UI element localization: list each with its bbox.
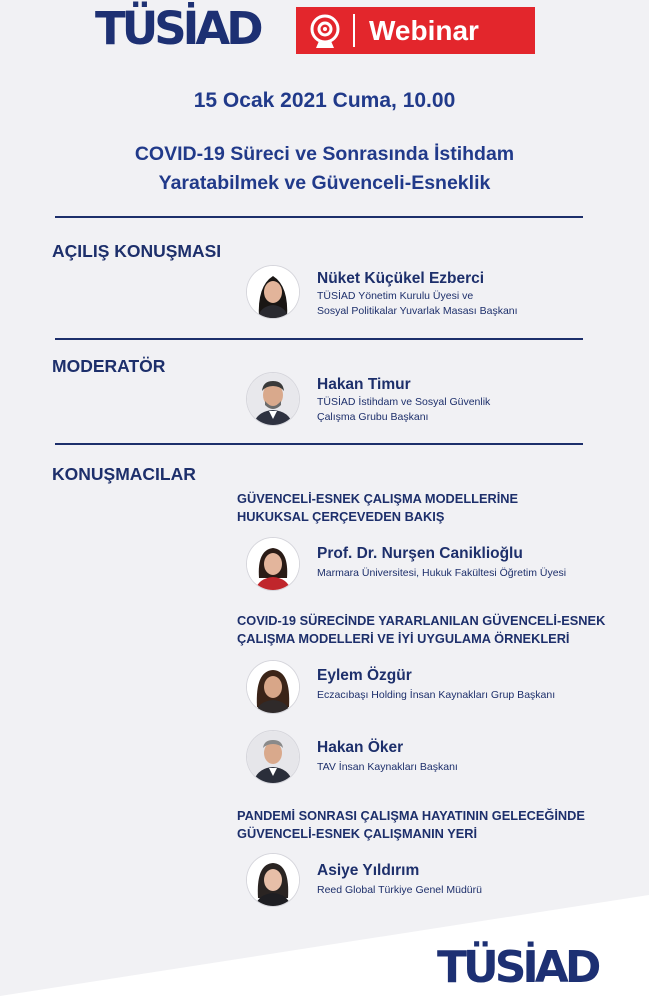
section-heading-opening: AÇILIŞ KONUŞMASI [52,241,222,261]
person-photo-icon [247,266,299,318]
person-name: Hakan Öker [317,739,404,756]
topic-line2: HUKUKSAL ÇERÇEVEDEN BAKIŞ [237,509,445,524]
topic-heading [237,490,518,526]
avatar [247,661,299,713]
webinar-label: Webinar [369,15,479,46]
person-role [317,289,518,319]
person-photo-icon [247,661,299,713]
tusiad-logo-footer: TÜSİAD [437,942,598,993]
event-title [0,140,649,198]
webinar-badge [296,7,535,54]
person-name: Nüket Küçükel Ezberci [317,270,485,287]
avatar [247,538,299,590]
event-title-line1: COVID-19 Süreci ve Sonrasında İstihdam [134,143,515,165]
person-name: Hakan Timur [317,376,411,393]
event-date: 15 Ocak 2021 Cuma, 10.00 [193,89,456,112]
avatar [247,373,299,425]
person-role-line1: TÜSİAD İstihdam ve Sosyal Güvenlik [317,396,491,408]
topic-line1: COVID-19 SÜRECİNDE YARARLANILAN GÜVENCELİ-ESNEK [237,613,606,628]
badge-divider [353,14,355,47]
topic-heading [237,612,605,648]
person-role: Reed Global Türkiye Genel Müdürü [317,884,482,896]
avatar [247,266,299,318]
topic-line2: GÜVENCELİ-ESNEK ÇALIŞMANIN YERİ [237,826,478,841]
person-role-line1: TÜSİAD Yönetim Kurulu Üyesi ve [317,290,474,302]
person-role [317,395,490,425]
event-title-line2: Yaratabilmek ve Güvenceli-Esneklik [158,172,491,194]
topic-line1: PANDEMİ SONRASI ÇALIŞMA HAYATININ GELECEĞİNDE [237,808,585,823]
section-heading-speakers: KONUŞMACILAR [52,464,196,484]
divider [55,443,583,445]
person-role: Marmara Üniversitesi, Hukuk Fakültesi Öğretim Üyesi [317,567,567,579]
divider [55,338,583,340]
person-name: Prof. Dr. Nurşen Caniklioğlu [317,545,523,562]
person-photo-icon [247,373,299,425]
divider [55,216,583,218]
person-role-line2: Çalışma Grubu Başkanı [317,411,429,423]
tusiad-logo: TÜSİAD [95,2,260,55]
person-role-line2: Sosyal Politikalar Yuvarlak Masası Başkanı [317,305,518,317]
person-role: Eczacıbaşı Holding İnsan Kaynakları Grup Başkanı [317,689,556,701]
person-name: Eylem Özgür [317,667,412,684]
section-heading-moderator: MODERATÖR [52,356,166,376]
topic-line2: ÇALIŞMA MODELLERİ VE İYİ UYGULAMA ÖRNEKLERİ [237,631,570,646]
avatar [247,731,299,783]
topic-line1: GÜVENCELİ-ESNEK ÇALIŞMA MODELLERİNE [237,491,519,506]
person-name: Asiye Yıldırım [317,862,420,879]
topic-heading [237,807,585,843]
person-photo-icon [247,538,299,590]
person-photo-icon [247,731,299,783]
webcam-icon [306,12,344,50]
person-role: TAV İnsan Kaynakları Başkanı [317,761,458,773]
